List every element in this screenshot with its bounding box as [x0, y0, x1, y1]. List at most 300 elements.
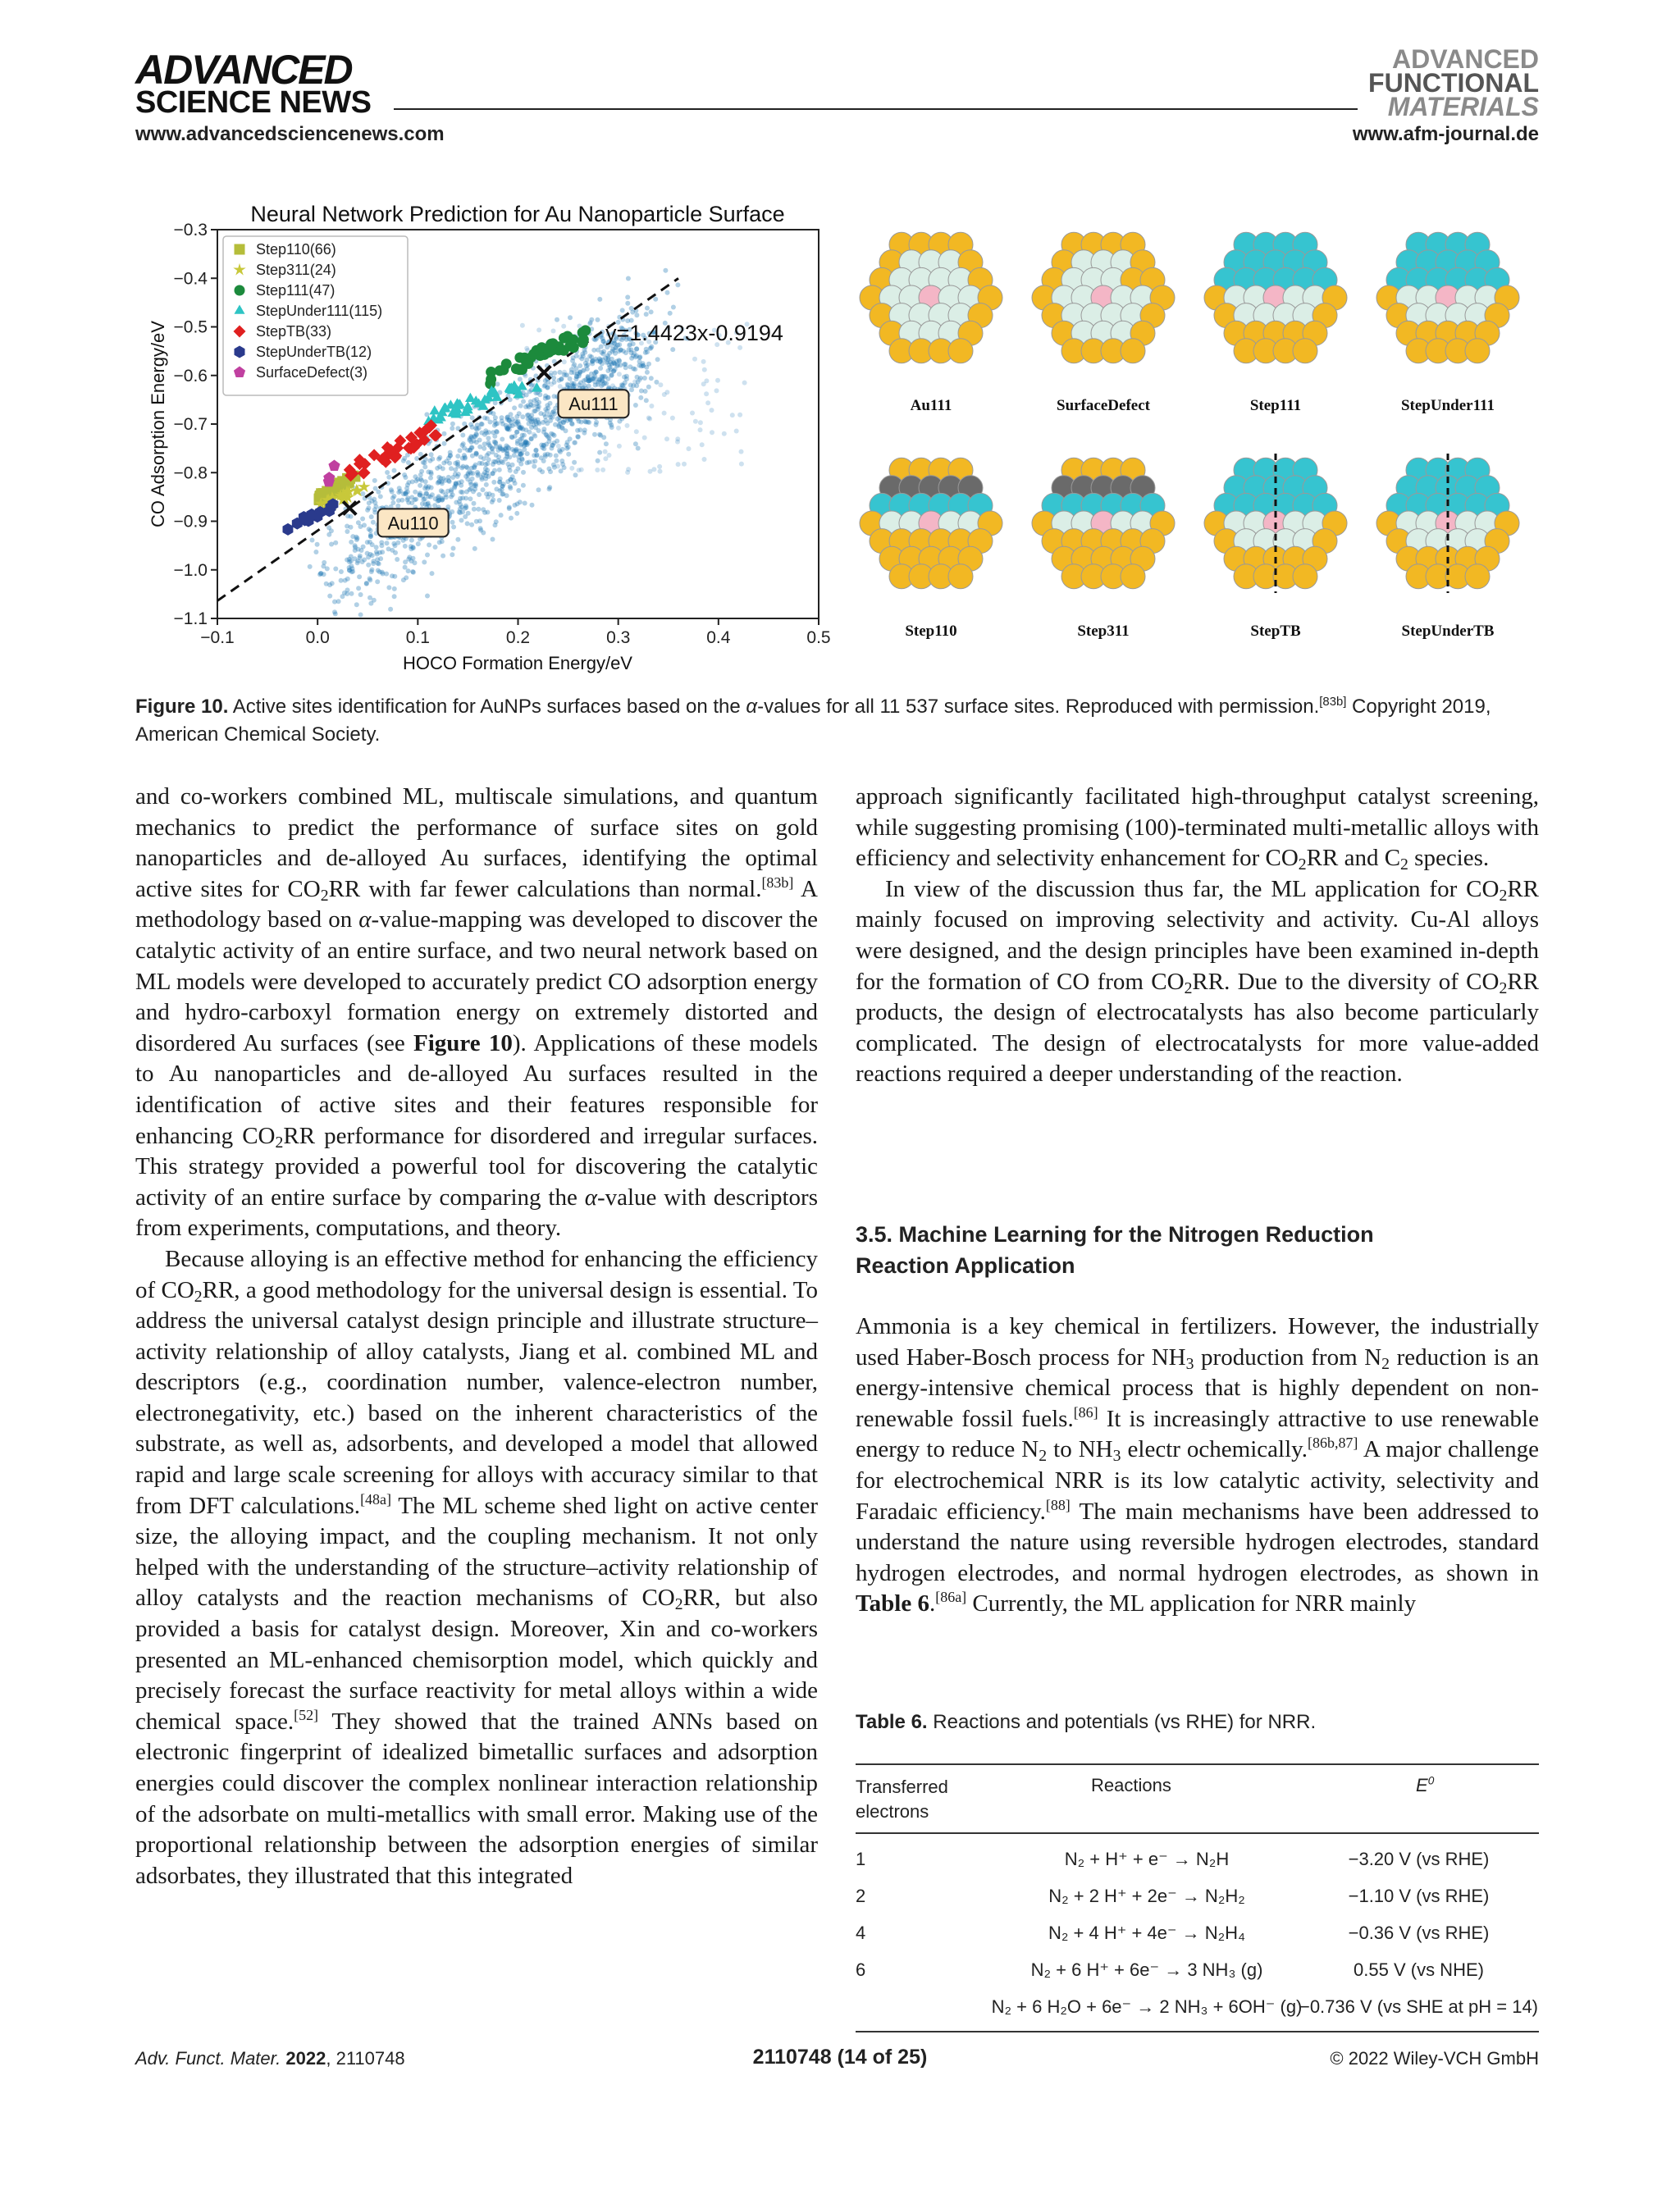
scatter-point-site: [592, 432, 597, 437]
scatter-point-site: [353, 545, 358, 550]
scatter-point-site: [481, 531, 486, 536]
scatter-point-site: [510, 463, 515, 468]
scatter-point-site: [520, 323, 525, 328]
scatter-point-site: [325, 566, 330, 571]
scatter-point-site: [543, 414, 548, 419]
scatter-point-site: [543, 452, 548, 457]
scatter-point-site: [429, 452, 434, 457]
scatter-point-site: [498, 477, 503, 481]
citation[interactable]: [86a]: [935, 1589, 967, 1606]
scatter-point-site: [474, 451, 479, 456]
y-tick-label: −0.8: [173, 463, 208, 483]
legend-marker: [235, 244, 245, 255]
table-bottom-rule: [856, 2031, 1539, 2032]
table-cell-reaction: N₂ + H⁺ + e⁻ → N₂H: [1064, 1849, 1230, 1869]
scatter-point-site: [441, 466, 445, 471]
scatter-point-site: [538, 411, 543, 416]
scatter-point-site: [584, 420, 589, 425]
atom: [1293, 339, 1317, 363]
table-top-rule: [856, 1763, 1539, 1765]
scatter-point-site: [460, 495, 465, 500]
atom: [1121, 564, 1145, 589]
scatter-point-site: [411, 545, 416, 550]
scatter-point-site: [393, 543, 398, 548]
scatter-point-site: [596, 458, 600, 463]
x-tick-label: 0.1: [405, 628, 430, 647]
scatter-point-site: [498, 445, 503, 450]
scatter-point-site: [477, 438, 482, 443]
scatter-point-site: [413, 490, 418, 495]
scatter-point-site: [477, 492, 482, 497]
scatter-point-site: [637, 355, 642, 360]
table-cell-electrons: 2: [856, 1886, 866, 1906]
scatter-point-site: [543, 394, 548, 399]
scatter-point-site: [690, 411, 695, 416]
scatter-point-site: [532, 432, 536, 437]
scatter-point-site: [739, 462, 744, 467]
scatter-point-site: [559, 425, 564, 430]
scatter-point-site: [623, 365, 628, 370]
scatter-point-site: [600, 377, 605, 382]
scatter-point-site: [468, 480, 472, 485]
scatter-point-site: [578, 354, 582, 359]
scatter-point-site: [401, 458, 406, 463]
scatter-point-site: [698, 420, 703, 425]
x-tick-label: 0.2: [505, 628, 531, 647]
scatter-point-site: [413, 474, 418, 479]
legend: [223, 236, 408, 395]
scatter-point-site: [518, 404, 523, 408]
scatter-point-site: [495, 381, 500, 386]
scatter-point-site: [372, 478, 377, 483]
scatter-point-site: [425, 553, 430, 558]
scatter-point-site: [532, 464, 536, 469]
scatter-point-site: [592, 371, 597, 376]
scatter-point-site: [458, 502, 463, 507]
scatter-point-site: [535, 404, 540, 409]
scatter-point-site: [494, 429, 499, 434]
scatter-point-site: [530, 503, 535, 508]
scatter-point-site: [702, 367, 707, 372]
scatter-point-site: [546, 467, 551, 472]
scatter-point-site: [543, 383, 548, 388]
scatter-point-site: [477, 461, 482, 466]
scatter-point-site: [571, 363, 576, 368]
citation[interactable]: [86b,87]: [1308, 1435, 1358, 1452]
scatter-point-site: [541, 446, 546, 451]
scatter-point-site: [514, 469, 518, 474]
scatter-point-site: [578, 381, 583, 385]
scatter-point-site: [366, 505, 371, 510]
scatter-point-site: [459, 465, 464, 470]
scatter-point-site: [377, 550, 382, 555]
scatter-point-site: [662, 411, 667, 416]
scatter-point-site: [413, 497, 418, 502]
scatter-point-site: [524, 346, 529, 351]
scatter-point-site: [345, 577, 350, 582]
scatter-point-site: [562, 359, 567, 364]
scatter-point-site: [508, 486, 513, 490]
header-url-right[interactable]: www.afm-journal.de: [1352, 123, 1539, 145]
structure-label: Au111: [910, 397, 952, 414]
scatter-point-site: [368, 601, 373, 606]
scatter-point-site: [547, 486, 552, 491]
scatter-point-site: [529, 436, 534, 441]
scatter-point-site: [523, 501, 527, 506]
scatter-point-site: [646, 416, 651, 421]
scatter-point-site: [642, 436, 647, 440]
scatter-point-site: [715, 378, 720, 383]
y-tick-label: −0.4: [173, 269, 208, 289]
citation[interactable]: [52]: [294, 1706, 319, 1723]
structure-step311: [1032, 458, 1175, 640]
scatter-point-site: [739, 449, 744, 454]
marker-step111: [578, 337, 588, 348]
scatter-point-site: [599, 344, 604, 349]
scatter-point-site: [496, 460, 501, 465]
scatter-point-site: [491, 537, 495, 542]
scatter-point-site: [506, 445, 511, 450]
scatter-point-site: [358, 592, 363, 597]
scatter-point-site: [392, 574, 397, 579]
scatter-point-site: [580, 368, 585, 373]
scatter-point-site: [657, 464, 662, 469]
scatter-point-site: [368, 595, 372, 600]
scatter-point-site: [722, 431, 727, 436]
header-url-left[interactable]: www.advancedsciencenews.com: [135, 123, 445, 145]
journal-logo-advanced-science-news: ADVANCED SCIENCE NEWS: [135, 47, 372, 120]
scatter-point-site: [537, 468, 542, 472]
scatter-point-site: [379, 540, 384, 545]
scatter-point-site: [372, 507, 377, 512]
scatter-point-site: [620, 308, 625, 312]
citation[interactable]: [86]: [1073, 1403, 1098, 1421]
scatter-point-site: [588, 320, 593, 325]
structure-label: Step311: [1077, 623, 1130, 640]
table-cell-reaction: N₂ + 6 H₂O + 6e⁻ → 2 NH₃ + 6OH⁻ (g): [991, 1996, 1303, 2017]
scatter-point-site: [333, 567, 338, 572]
scatter-point-site: [617, 444, 622, 449]
scatter-point-site: [574, 374, 579, 379]
scatter-point-site: [634, 312, 639, 317]
scatter-point-site: [515, 501, 520, 506]
scatter-point-site: [371, 520, 376, 525]
scatter-point-site: [625, 294, 630, 299]
scatter-point-site: [700, 442, 705, 447]
scatter-point-site: [549, 382, 554, 387]
legend-label: StepTB(33): [256, 323, 332, 340]
scatter-point-site: [480, 422, 485, 427]
scatter-point-site: [472, 487, 477, 492]
scatter-point-site: [513, 481, 518, 486]
scatter-point-site: [536, 487, 541, 492]
scatter-point-site: [675, 436, 680, 441]
scatter-point-site: [422, 464, 427, 469]
scatter-point-site: [442, 431, 447, 436]
scatter-point-site: [406, 480, 411, 485]
scatter-point-site: [676, 462, 681, 467]
scatter-point-site: [626, 276, 631, 281]
scatter-point-site: [491, 459, 496, 464]
scatter-point-site: [530, 459, 535, 464]
table-cell-potential: −0.736 V (vs SHE at pH = 14): [1299, 1996, 1539, 2017]
scatter-point-site: [541, 420, 546, 425]
scatter-point-site: [349, 591, 354, 596]
figure-caption: Figure 10. Active sites identification for AuNPs surfaces based on the α-values for all 11 537 surface sites. Reproduced with permission.[83b] Copyright 2019, American Chemical Society.: [135, 695, 1491, 746]
scatter-point-site: [458, 510, 463, 515]
citation[interactable]: [83b]: [761, 874, 794, 891]
structure-label: StepUnder111: [1400, 397, 1495, 414]
footer-page-number: 2110748 (14 of 25): [752, 2046, 928, 2069]
marker-step111: [486, 374, 496, 385]
scatter-point-site: [612, 349, 617, 354]
scatter-point-site: [459, 518, 464, 522]
scatter-point-site: [497, 468, 502, 472]
scatter-point-site: [500, 437, 504, 442]
scatter-point-site: [430, 571, 435, 576]
scatter-point-site: [568, 436, 573, 441]
scatter-point-site: [347, 568, 352, 573]
scatter-point-site: [349, 563, 354, 568]
scatter-point-site: [392, 468, 397, 473]
scatter-point-site: [518, 376, 523, 381]
scatter-point-site: [512, 453, 517, 458]
scatter-point-site: [430, 457, 435, 462]
scatter-point-site: [491, 480, 496, 485]
scatter-point-site: [590, 358, 595, 363]
scatter-point-site: [468, 496, 472, 501]
scatter-point-site: [450, 509, 454, 514]
scatter-point-site: [381, 572, 386, 577]
scatter-point-site: [333, 612, 338, 617]
scatter-point-site: [463, 506, 468, 511]
chart-xlabel: HOCO Formation Energy/eV: [403, 653, 632, 673]
scatter-point-site: [702, 457, 707, 462]
scatter-point-site: [367, 527, 372, 531]
scatter-point-site: [451, 525, 456, 530]
structure-surfacedefect: [1032, 232, 1175, 414]
atom: [948, 564, 973, 589]
scatter-point-site: [536, 327, 541, 332]
citation[interactable]: [88]: [1045, 1496, 1071, 1513]
scatter-point-site: [453, 461, 458, 466]
y-tick-label: −0.9: [173, 512, 208, 531]
scatter-point-site: [386, 585, 391, 590]
scatter-point-site: [395, 557, 399, 562]
scatter-point-site: [482, 470, 487, 475]
scatter-point-site: [597, 450, 602, 455]
atom: [948, 339, 973, 363]
scatter-point-site: [409, 538, 414, 543]
structure-stepunder111: [1376, 232, 1519, 414]
x-tick-label: 0.4: [706, 628, 731, 647]
scatter-point-site: [575, 434, 580, 439]
table-header-reactions: Reactions: [1091, 1775, 1171, 1795]
scatter-point-site: [593, 383, 598, 388]
scatter-point-site: [428, 476, 433, 481]
scatter-point-site: [390, 490, 395, 495]
scatter-point-site: [526, 440, 531, 445]
scatter-point-site: [577, 468, 582, 472]
scatter-point-site: [484, 482, 489, 487]
scatter-point-site: [388, 607, 393, 612]
scatter-point-site: [495, 421, 500, 426]
scatter-point-site: [629, 306, 634, 311]
scatter-point-site: [603, 449, 608, 454]
scatter-point-site: [533, 408, 538, 413]
scatter-point-site: [368, 540, 372, 545]
marker-step111: [568, 342, 579, 353]
scatter-point-site: [617, 419, 622, 424]
scatter-point-site: [366, 554, 371, 559]
table-cell-potential: −0.36 V (vs RHE): [1348, 1923, 1490, 1943]
scatter-point-site: [621, 349, 626, 354]
scatter-point-site: [555, 464, 560, 469]
scatter-point-site: [582, 348, 587, 353]
scatter-point-site: [570, 358, 575, 363]
scatter-point-site: [478, 454, 483, 459]
scatter-point-site: [450, 552, 454, 557]
scatter-point-site: [461, 441, 466, 446]
scatter-point-site: [485, 461, 490, 466]
scatter-point-site: [572, 460, 577, 465]
scatter-point-site: [491, 497, 495, 502]
scatter-point-site: [508, 397, 513, 402]
scatter-point-site: [497, 498, 502, 503]
scatter-point-site: [428, 470, 433, 475]
table-cell-electrons: 6: [856, 1959, 866, 1980]
structure-stepundertb: [1376, 454, 1519, 640]
scatter-point-site: [600, 468, 605, 472]
scatter-point-site: [390, 500, 395, 505]
scatter-point-site: [396, 490, 401, 495]
scatter-point-site: [436, 498, 441, 503]
scatter-point-site: [368, 577, 372, 582]
scatter-point-site: [390, 495, 395, 500]
scatter-point-site: [649, 376, 654, 381]
scatter-point-site: [499, 513, 504, 518]
scatter-point-site: [582, 431, 587, 436]
left-column: [135, 782, 818, 1891]
atom: [1465, 339, 1490, 363]
scatter-point-site: [419, 478, 424, 483]
scatter-point-site: [356, 586, 361, 591]
scatter-point-site: [598, 359, 603, 364]
paragraph: and co-workers combined ML, multiscale simulations, and quantum mechanics to predict the performance of surface sites on gold nanoparticles and de-alloyed Au surfaces, identifying the optimal active sites for $CO_2RR$ with far fewer calculations than normal.[83b] A methodology based on α-value-mapping was developed to discover the catalytic activity of an entire surface, and two neural network based on ML models were developed to accurately predict CO adsorption energy and hydro-carboxyl formation energy on extremely distorted and disordered Au surfaces (see Figure 10). Applications of these models to Au nanoparticles and de-alloyed Au surfaces resulted in the identification of active sites and their features responsible for enhancing $CO_2RR$ performance for disordered and irregular surfaces. This strategy provided a powerful tool for discovering the catalytic activity of an entire surface by comparing the α-value with descriptors from experiments, computations, and theory.: [135, 783, 818, 1242]
scatter-point-site: [460, 433, 465, 438]
section-heading: 3.5. Machine Learning for the Nitrogen Reduction Reaction Application: [856, 1222, 1374, 1278]
y-tick-label: −0.7: [173, 415, 208, 434]
scatter-point-site: [313, 550, 318, 554]
scatter-point-site: [675, 282, 680, 287]
scatter-point-site: [441, 490, 445, 495]
scatter-point-site: [534, 448, 539, 453]
scatter-point-site: [358, 613, 363, 618]
structure-au111: [860, 232, 1002, 414]
scatter-point-site: [671, 305, 676, 310]
scatter-point-site: [642, 376, 647, 381]
scatter-point-site: [369, 569, 374, 574]
citation[interactable]: [48a]: [360, 1490, 391, 1508]
figure-ref-link[interactable]: Figure 10: [413, 1029, 513, 1056]
scatter-point-site: [413, 560, 418, 565]
scatter-point-site: [358, 524, 363, 529]
scatter-point-site: [609, 422, 614, 427]
scatter-point-site: [452, 484, 457, 489]
scatter-point-site: [604, 381, 609, 386]
scatter-point-site: [333, 541, 338, 545]
scatter-point-site: [406, 460, 411, 465]
scatter-point-site: [564, 428, 568, 433]
scatter-point-site: [597, 297, 602, 302]
scatter-point-site: [658, 382, 663, 387]
scatter-point-site: [517, 411, 522, 416]
atom: [1293, 564, 1317, 589]
scatter-point-site: [586, 363, 591, 367]
table-cell-reaction: N₂ + 4 H⁺ + 4e⁻ → N₂H₄: [1048, 1923, 1246, 1943]
scatter-point-site: [625, 301, 630, 306]
scatter-point-site: [514, 448, 518, 453]
table-cell-electrons: 4: [856, 1923, 866, 1943]
paragraph: In view of the discussion thus far, the ML application for $CO_2RR$ mainly focused on improving selectivity and activity. Cu-Al alloys were designed, and the design principles have been examined in-depth for the formation of CO from $CO_2RR$. Due to the diversity of $CO_2RR$ products, the design of electrocatalysts has also become particularly complicated. The design of electrocatalysts for more value-added reactions required a deeper understanding of the reaction.: [856, 875, 1539, 1088]
scatter-point-site: [649, 345, 654, 350]
legend-label: Step111(47): [256, 282, 336, 299]
scatter-point-site: [403, 544, 408, 549]
scatter-point-site: [507, 506, 512, 511]
scatter-point-site: [504, 425, 509, 430]
scatter-point-site: [427, 504, 431, 509]
scatter-point-site: [469, 440, 474, 445]
table-ref-link[interactable]: Table 6: [856, 1590, 929, 1617]
scatter-point-site: [645, 349, 650, 354]
scatter-point-site: [479, 431, 484, 436]
scatter-point-site: [636, 446, 641, 451]
scatter-point-site: [578, 427, 582, 432]
scatter-point-site: [730, 413, 735, 417]
scatter-point-site: [544, 432, 549, 437]
scatter-point-site: [548, 453, 553, 458]
chart-ylabel: CO Adsorption Energy/eV: [148, 321, 168, 527]
scatter-point-site: [445, 489, 450, 494]
scatter-point-site: [633, 403, 638, 408]
scatter-point-site: [378, 556, 383, 561]
scatter-point-site: [414, 456, 419, 461]
scatter-point-site: [737, 413, 742, 417]
paragraph: Ammonia is a key chemical in fertilizers. However, the industrially used Haber-Bosch process for $NH_3$ production from $N_2$ reduction is an energy-intensive chemical process that is highly dependent on non-renewable fossil fuels.[86] It is increasingly attractive to use renewable energy to reduce $N_2$ to $NH_3$ electr ochemically.[86b,87] A major challenge for electrochemical NRR is its low catalytic activity, selectivity and Faradaic efficiency.[88] The main mechanisms have been addressed to understand the nature using reversible hydrogen electrodes, standard hydrogen electrodes, and normal hydrogen electrodes, as shown in Table 6.[86a] Currently, the ML application for NRR mainly: [856, 1313, 1540, 1617]
scatter-point-site: [535, 453, 540, 458]
scatter-point-site: [621, 383, 626, 388]
scatter-point-site: [392, 586, 397, 591]
scatter-point-site: [470, 415, 475, 420]
scatter-point-site: [624, 376, 629, 381]
scatter-point-site: [573, 440, 578, 445]
scatter-point-site: [475, 427, 480, 431]
scatter-point-site: [455, 537, 460, 542]
scatter-point-site: [604, 360, 609, 365]
scatter-point-site: [345, 529, 349, 534]
scatter-point-site: [349, 525, 354, 530]
scatter-point-site: [404, 575, 409, 580]
table-header-electrons: Transferred electrons: [856, 1777, 948, 1822]
x-tick-label: 0.0: [305, 628, 330, 647]
scatter-point-site: [392, 594, 397, 599]
scatter-point-site: [512, 405, 517, 410]
scatter-point-site: [354, 602, 359, 607]
scatter-point-site: [569, 466, 574, 471]
structure-label: Step111: [1249, 397, 1302, 414]
table-caption: Table 6. Reactions and potentials (vs RHE) for NRR.: [856, 1711, 1317, 1733]
scatter-point-site: [441, 554, 445, 559]
